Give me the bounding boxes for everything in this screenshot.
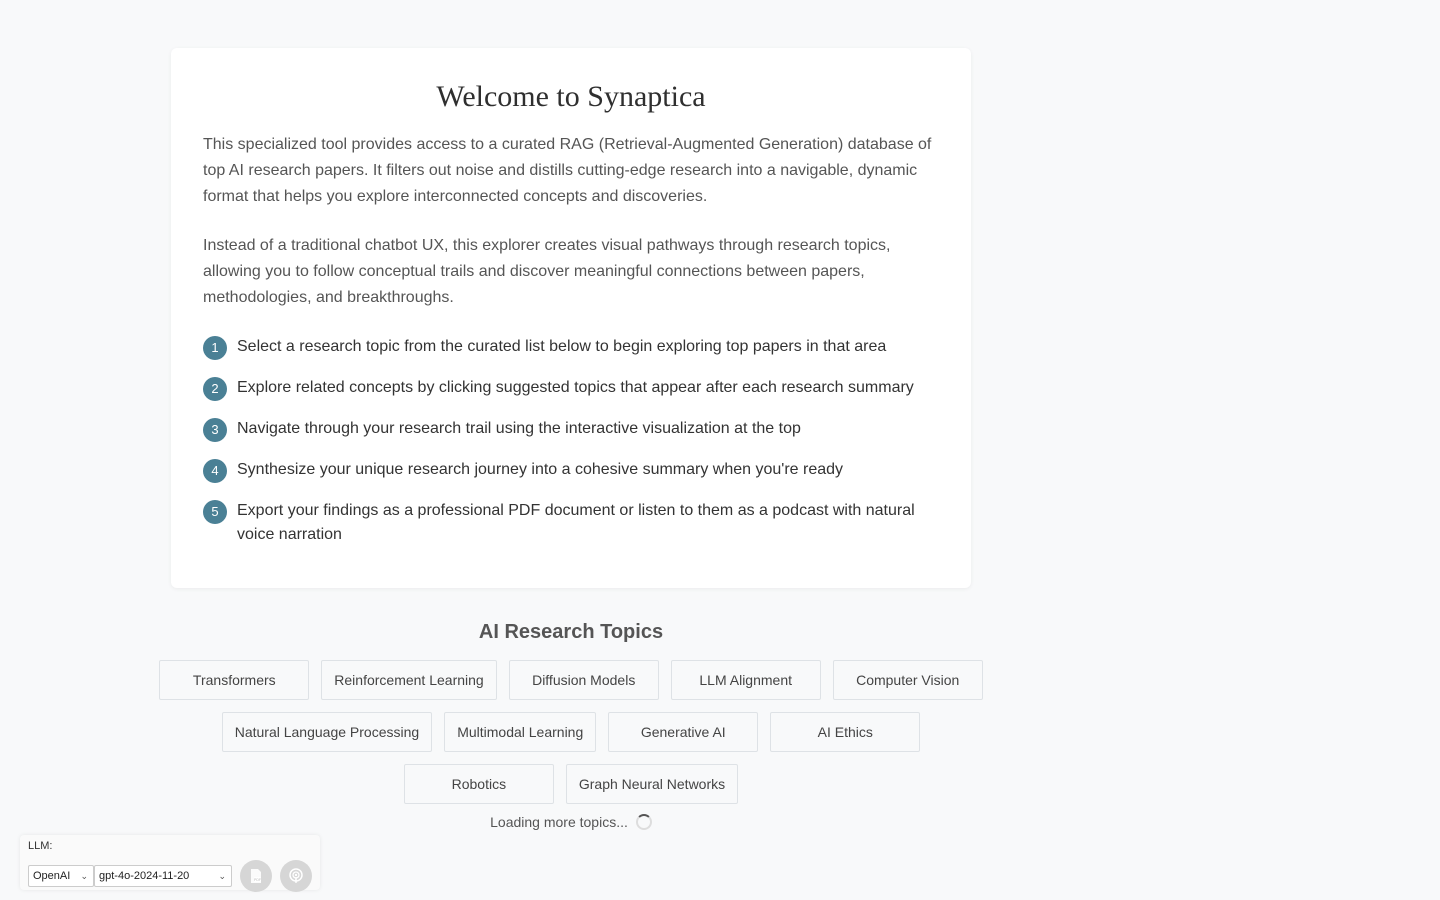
topic-button-computer-vision[interactable]: Computer Vision — [833, 660, 983, 700]
topic-button-nlp[interactable]: Natural Language Processing — [222, 712, 432, 752]
topic-button-graph-neural-networks[interactable]: Graph Neural Networks — [566, 764, 738, 804]
step-number-badge: 1 — [203, 336, 227, 360]
topic-button-multimodal-learning[interactable]: Multimodal Learning — [444, 712, 596, 752]
step-text: Export your findings as a professional PDF document or listen to them as a podcast with natural voice narration — [237, 502, 915, 543]
loading-text: Loading more topics... — [490, 814, 628, 830]
step-item — [203, 417, 939, 442]
export-pdf-button[interactable] — [240, 860, 272, 892]
step-item — [203, 376, 939, 401]
pdf-export-icon — [248, 868, 264, 884]
llm-settings-panel — [20, 835, 320, 890]
topic-button-reinforcement-learning[interactable]: Reinforcement Learning — [321, 660, 496, 700]
chevron-down-icon: ⌄ — [218, 871, 226, 881]
step-number-badge: 3 — [203, 418, 227, 442]
step-number-badge: 5 — [203, 500, 227, 524]
spinner-icon — [636, 814, 652, 830]
step-item — [203, 458, 939, 483]
podcast-button[interactable] — [280, 860, 312, 892]
step-text: Synthesize your unique research journey into a cohesive summary when you're ready — [237, 461, 844, 478]
topic-button-ai-ethics[interactable]: AI Ethics — [770, 712, 920, 752]
model-select[interactable] — [94, 865, 232, 887]
topic-button-generative-ai[interactable]: Generative AI — [608, 712, 758, 752]
intro-paragraph-2: Instead of a traditional chatbot UX, this explorer creates visual pathways through research topics, allowing you to follow conceptual trails and discover meaningful connections between papers, methodologies, and breakthroughs. — [203, 237, 891, 306]
topic-button-transformers[interactable]: Transformers — [159, 660, 309, 700]
chevron-down-icon: ⌄ — [80, 871, 88, 881]
intro-paragraph-1: This specialized tool provides access to a curated RAG (Retrieval-Augmented Generation) database of top AI research papers. It filters out noise and distills cutting-edge research into a navigable, dynamic format that helps you explore interconnected concepts and discoveries. — [203, 136, 932, 205]
provider-select-value: OpenAI — [33, 870, 71, 882]
step-text: Select a research topic from the curated list below to begin exploring top papers in that area — [237, 338, 887, 355]
svg-text:PDF: PDF — [254, 878, 261, 882]
loading-indicator — [171, 812, 971, 832]
llm-label: LLM: — [28, 840, 53, 852]
topics-title: AI Research Topics — [478, 621, 664, 643]
topic-button-diffusion-models[interactable]: Diffusion Models — [509, 660, 659, 700]
topic-button-robotics[interactable]: Robotics — [404, 764, 554, 804]
podcast-icon — [288, 868, 304, 884]
step-text: Navigate through your research trail using the interactive visualization at the top — [237, 420, 801, 437]
step-text: Explore related concepts by clicking suggested topics that appear after each research summary — [237, 379, 914, 396]
step-number-badge: 4 — [203, 459, 227, 483]
steps-list — [203, 335, 939, 547]
topics-grid — [151, 660, 991, 804]
model-select-value: gpt-4o-2024-11-20 — [99, 870, 190, 882]
provider-select[interactable] — [28, 865, 94, 887]
llm-controls-row — [28, 860, 312, 892]
step-item — [203, 499, 939, 547]
step-number-badge: 2 — [203, 377, 227, 401]
step-item — [203, 335, 939, 360]
welcome-card — [171, 48, 971, 588]
welcome-title: Welcome to Synaptica — [436, 80, 706, 113]
topic-button-llm-alignment[interactable]: LLM Alignment — [671, 660, 821, 700]
